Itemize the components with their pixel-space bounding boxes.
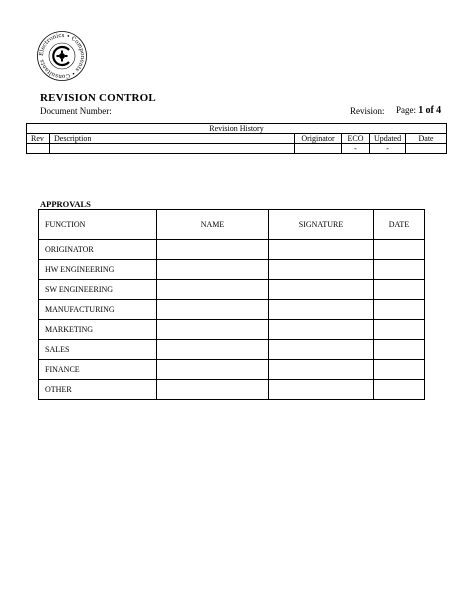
function-label: ORIGINATOR xyxy=(39,240,157,260)
function-label: FINANCE xyxy=(39,360,157,380)
cell-date[interactable] xyxy=(406,144,447,154)
page-total: 4 xyxy=(436,105,442,116)
function-label: OTHER xyxy=(39,380,157,400)
signature-cell[interactable] xyxy=(269,300,374,320)
function-label: SALES xyxy=(39,340,157,360)
approval-row-finance xyxy=(39,360,425,380)
approval-row-originator xyxy=(39,240,425,260)
col-date: DATE xyxy=(374,210,425,240)
approvals-header-row xyxy=(39,210,425,240)
approval-row-sales xyxy=(39,340,425,360)
signature-cell[interactable] xyxy=(269,340,374,360)
logo-ring-text: Electronics • Components • Consultants xyxy=(38,32,86,80)
approvals-table xyxy=(38,209,425,400)
col-eco: ECO xyxy=(342,134,370,144)
function-label: SW ENGINEERING xyxy=(39,280,157,300)
approval-row-marketing xyxy=(39,320,425,340)
signature-cell[interactable] xyxy=(269,280,374,300)
cell-updated[interactable]: - xyxy=(370,144,406,154)
function-label: HW ENGINEERING xyxy=(39,260,157,280)
name-cell[interactable] xyxy=(157,280,269,300)
col-signature: SIGNATURE xyxy=(269,210,374,240)
revision-history-title-row xyxy=(27,124,447,134)
approval-row-hw-engineering xyxy=(39,260,425,280)
name-cell[interactable] xyxy=(157,340,269,360)
date-cell[interactable] xyxy=(374,300,425,320)
revision-history-table xyxy=(26,123,447,154)
signature-cell[interactable] xyxy=(269,260,374,280)
cell-description[interactable] xyxy=(50,144,295,154)
name-cell[interactable] xyxy=(157,380,269,400)
page-indicator xyxy=(396,105,441,116)
name-cell[interactable] xyxy=(157,300,269,320)
col-description: Description xyxy=(50,134,295,144)
date-cell[interactable] xyxy=(374,280,425,300)
page-current: 1 xyxy=(418,105,424,116)
name-cell[interactable] xyxy=(157,360,269,380)
name-cell[interactable] xyxy=(157,260,269,280)
name-cell[interactable] xyxy=(157,240,269,260)
cell-rev[interactable] xyxy=(27,144,50,154)
signature-cell[interactable] xyxy=(269,360,374,380)
revision-history-title: Revision History xyxy=(27,124,447,134)
date-cell[interactable] xyxy=(374,360,425,380)
col-updated: Updated xyxy=(370,134,406,144)
name-cell[interactable] xyxy=(157,320,269,340)
date-cell[interactable] xyxy=(374,380,425,400)
date-cell[interactable] xyxy=(374,240,425,260)
col-rev: Rev xyxy=(27,134,50,144)
approvals-title: APPROVALS xyxy=(40,199,91,209)
revision-label: Revision: xyxy=(350,106,385,116)
col-date: Date xyxy=(406,134,447,144)
function-label: MARKETING xyxy=(39,320,157,340)
approval-row-manufacturing xyxy=(39,300,425,320)
signature-cell[interactable] xyxy=(269,380,374,400)
signature-cell[interactable] xyxy=(269,240,374,260)
document-number-label: Document Number: xyxy=(40,106,112,116)
approval-row-sw-engineering xyxy=(39,280,425,300)
function-label: MANUFACTURING xyxy=(39,300,157,320)
date-cell[interactable] xyxy=(374,320,425,340)
company-seal-logo xyxy=(36,30,88,82)
cell-originator[interactable] xyxy=(295,144,342,154)
col-name: NAME xyxy=(157,210,269,240)
approval-row-other xyxy=(39,380,425,400)
col-originator: Originator xyxy=(295,134,342,144)
revision-history-row xyxy=(27,144,447,154)
page-label: Page: xyxy=(396,105,416,115)
page-title: REVISION CONTROL xyxy=(40,92,156,104)
page-of: of xyxy=(425,105,434,116)
signature-cell[interactable] xyxy=(269,320,374,340)
date-cell[interactable] xyxy=(374,340,425,360)
cell-eco[interactable]: - xyxy=(342,144,370,154)
revision-history-header-row xyxy=(27,134,447,144)
col-function: FUNCTION xyxy=(39,210,157,240)
date-cell[interactable] xyxy=(374,260,425,280)
